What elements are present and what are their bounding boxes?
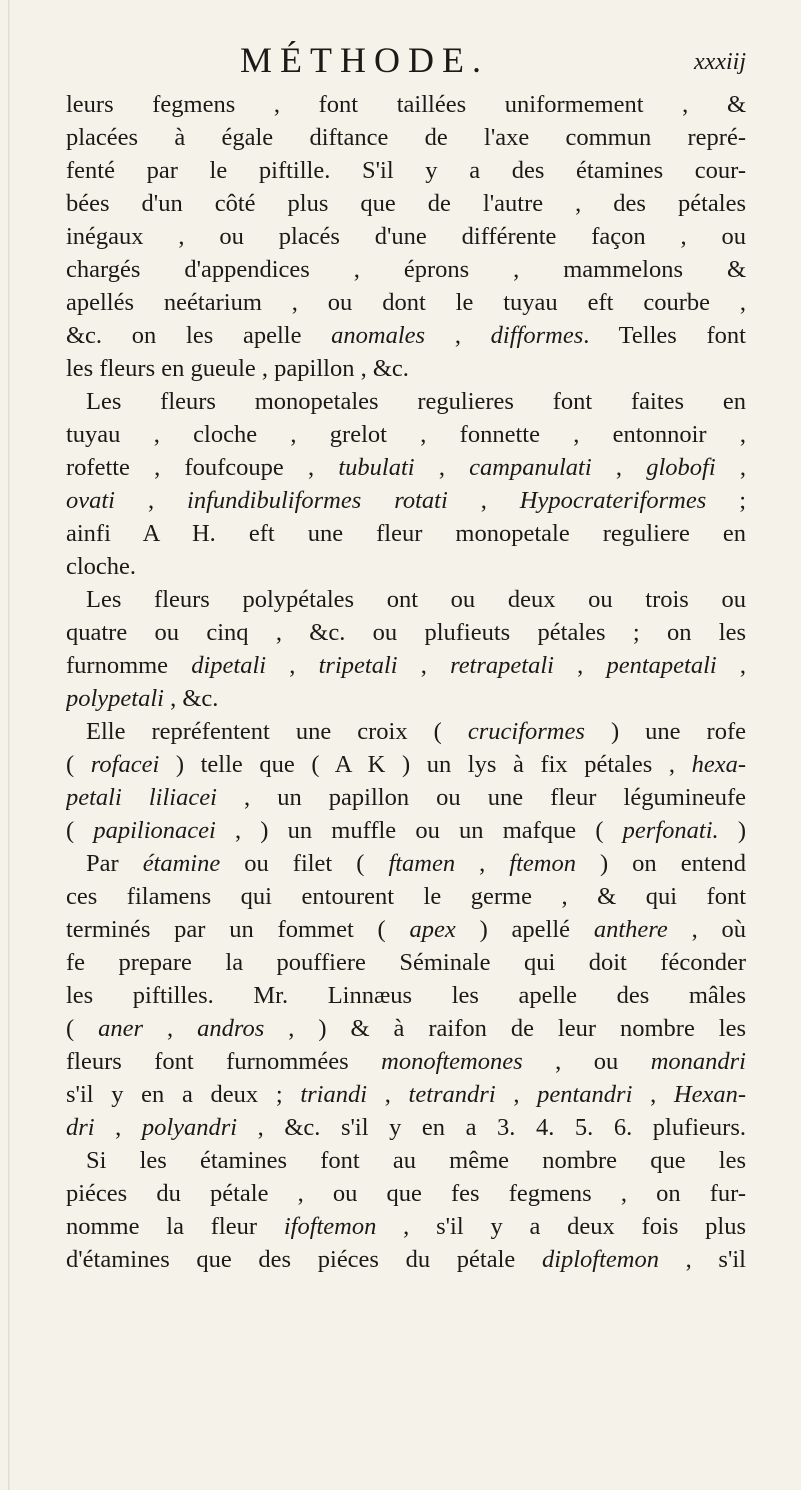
page-number: xxxiij [694,49,746,75]
text-line: leurs fegmens , font taillées uniformement , & [66,91,746,118]
text-line: furnomme dipetali , tripetali , retrapetali , pentapetali , [66,652,746,679]
text-line: cloche. [66,553,137,580]
text-line: nomme la fleur ifoftemon , s'il y a deux fois plus [66,1213,746,1240]
running-head-title: MÉTHODE. [240,40,489,80]
text-line: quatre ou cinq , &c. ou plufieuts pétales ; on les [66,619,746,646]
text-line: ( papilionacei , ) un muffle ou un mafque ( perfonati. ) [66,817,746,844]
text-line: petali liliacei , un papillon ou une fleur légumineufe [66,784,746,811]
text-line: ces filamens qui entourent le germe , & qui font [66,883,746,910]
text-line: piéces du pétale , ou que fes fegmens , on fur- [66,1180,746,1207]
text-line: les fleurs en gueule , papillon , &c. [66,355,409,382]
page-gutter-shadow [8,0,10,1490]
text-line: Les fleurs polypétales ont ou deux ou trois ou [86,586,746,613]
text-line: apellés neétarium , ou dont le tuyau eft courbe , [66,289,746,316]
text-line: terminés par un fommet ( apex ) apellé anthere , où [66,916,746,943]
text-line: bées d'un côté plus que de l'autre , des pétales [66,190,746,217]
text-line: d'étamines que des piéces du pétale diploftemon , s'il [66,1246,746,1273]
text-line: inégaux , ou placés d'une différente façon , ou [66,223,746,250]
text-line: ovati , infundibuliformes rotati , Hypocrateriformes ; [66,487,746,514]
text-line: Elle repréfentent une croix ( cruciformes ) une rofe [86,718,746,745]
text-line: tuyau , cloche , grelot , fonnette , entonnoir , [66,421,746,448]
text-line: ( aner , andros , ) & à raifon de leur nombre les [66,1015,746,1042]
text-line: fenté par le piftille. S'il y a des étamines cour- [66,157,746,184]
running-head [0,40,801,80]
text-line: Par étamine ou filet ( ftamen , ftemon ) on entend [86,850,746,877]
text-line: ( rofacei ) telle que ( A K ) un lys à fix pétales , hexa- [66,751,746,778]
body-text [66,88,746,1276]
text-line: ainfi A H. eft une fleur monopetale reguliere en [66,520,746,547]
text-line: rofette , foufcoupe , tubulati , campanulati , globofi , [66,454,746,481]
text-line: placées à égale diftance de l'axe commun repré- [66,124,746,151]
text-line: dri , polyandri , &c. s'il y en a 3. 4. 5. 6. plufieurs. [66,1114,746,1141]
text-line: s'il y en a deux ; triandi , tetrandri , pentandri , Hexan- [66,1081,746,1108]
text-line: Si les étamines font au même nombre que les [86,1147,746,1174]
text-line: &c. on les apelle anomales , difformes. Telles font [66,322,746,349]
text-line: chargés d'appendices , éprons , mammelons & [66,256,746,283]
text-line: Les fleurs monopetales regulieres font faites en [86,388,746,415]
text-line: polypetali , &c. [66,685,219,712]
text-line: les piftilles. Mr. Linnæus les apelle des mâles [66,982,746,1009]
text-line: fe prepare la pouffiere Séminale qui doit féconder [66,949,746,976]
text-line: fleurs font furnommées monoftemones , ou monandri [66,1048,746,1075]
